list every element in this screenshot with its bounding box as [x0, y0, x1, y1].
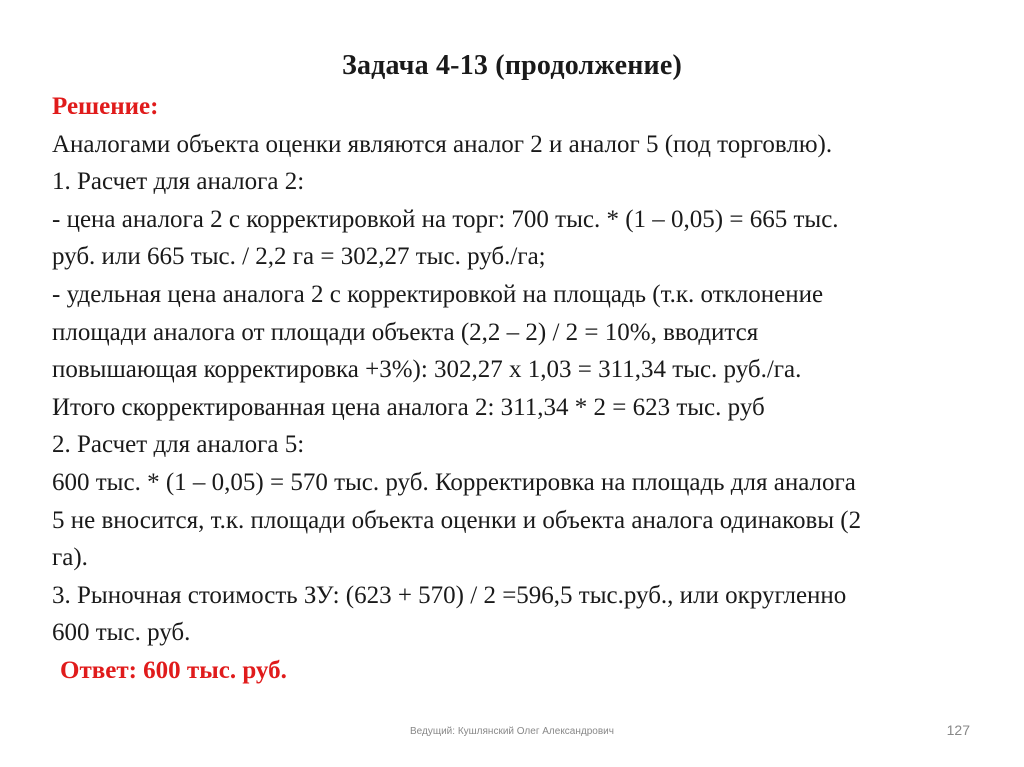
content-line: Аналогами объекта оценки являются аналог 2 и аналог 5 (под торговлю). [52, 130, 833, 158]
content-line: руб. или 665 тыс. / 2,2 га = 302,27 тыс. руб./га; [52, 243, 546, 271]
content-line: га). [52, 544, 88, 572]
solution-heading: Решение: [52, 93, 159, 120]
page-number: 127 [946, 722, 970, 738]
content-line: повышающая корректировка +3%): 302,27 х 1,03 = 311,34 тыс. руб./га. [52, 356, 802, 384]
answer-line: Ответ: 600 тыс. руб. [60, 656, 287, 684]
content-line: 3. Рыночная стоимость ЗУ: (623 + 570) / 2 =596,5 тыс.руб., или округленно [52, 581, 847, 609]
content-line: - удельная цена аналога 2 с корректировкой на площадь (т.к. отклонение [52, 280, 824, 308]
content-line: 5 не вносится, т.к. площади объекта оценки и объекта аналога одинаковы (2 [52, 506, 862, 534]
content-line: 2. Расчет для аналога 5: [52, 431, 305, 459]
content-line: 600 тыс. руб. [52, 619, 191, 647]
content-line: 600 тыс. * (1 – 0,05) = 570 тыс. руб. Корректировка на площадь для аналога [52, 468, 856, 496]
content-line: Итого скорректированная цена аналога 2: 311,34 * 2 = 623 тыс. руб [52, 393, 765, 421]
footer-presenter: Ведущий: Кушлянский Олег Александрович [410, 726, 614, 737]
slide-content [52, 88, 982, 690]
content-line: - цена аналога 2 с корректировкой на торг: 700 тыс. * (1 – 0,05) = 665 тыс. [52, 205, 839, 233]
content-line: 1. Расчет для аналога 2: [52, 168, 305, 196]
slide-title: Задача 4-13 (продолжение) [341, 50, 683, 81]
content-line: площади аналога от площади объекта (2,2 – 2) / 2 = 10%, вводится [52, 318, 759, 346]
